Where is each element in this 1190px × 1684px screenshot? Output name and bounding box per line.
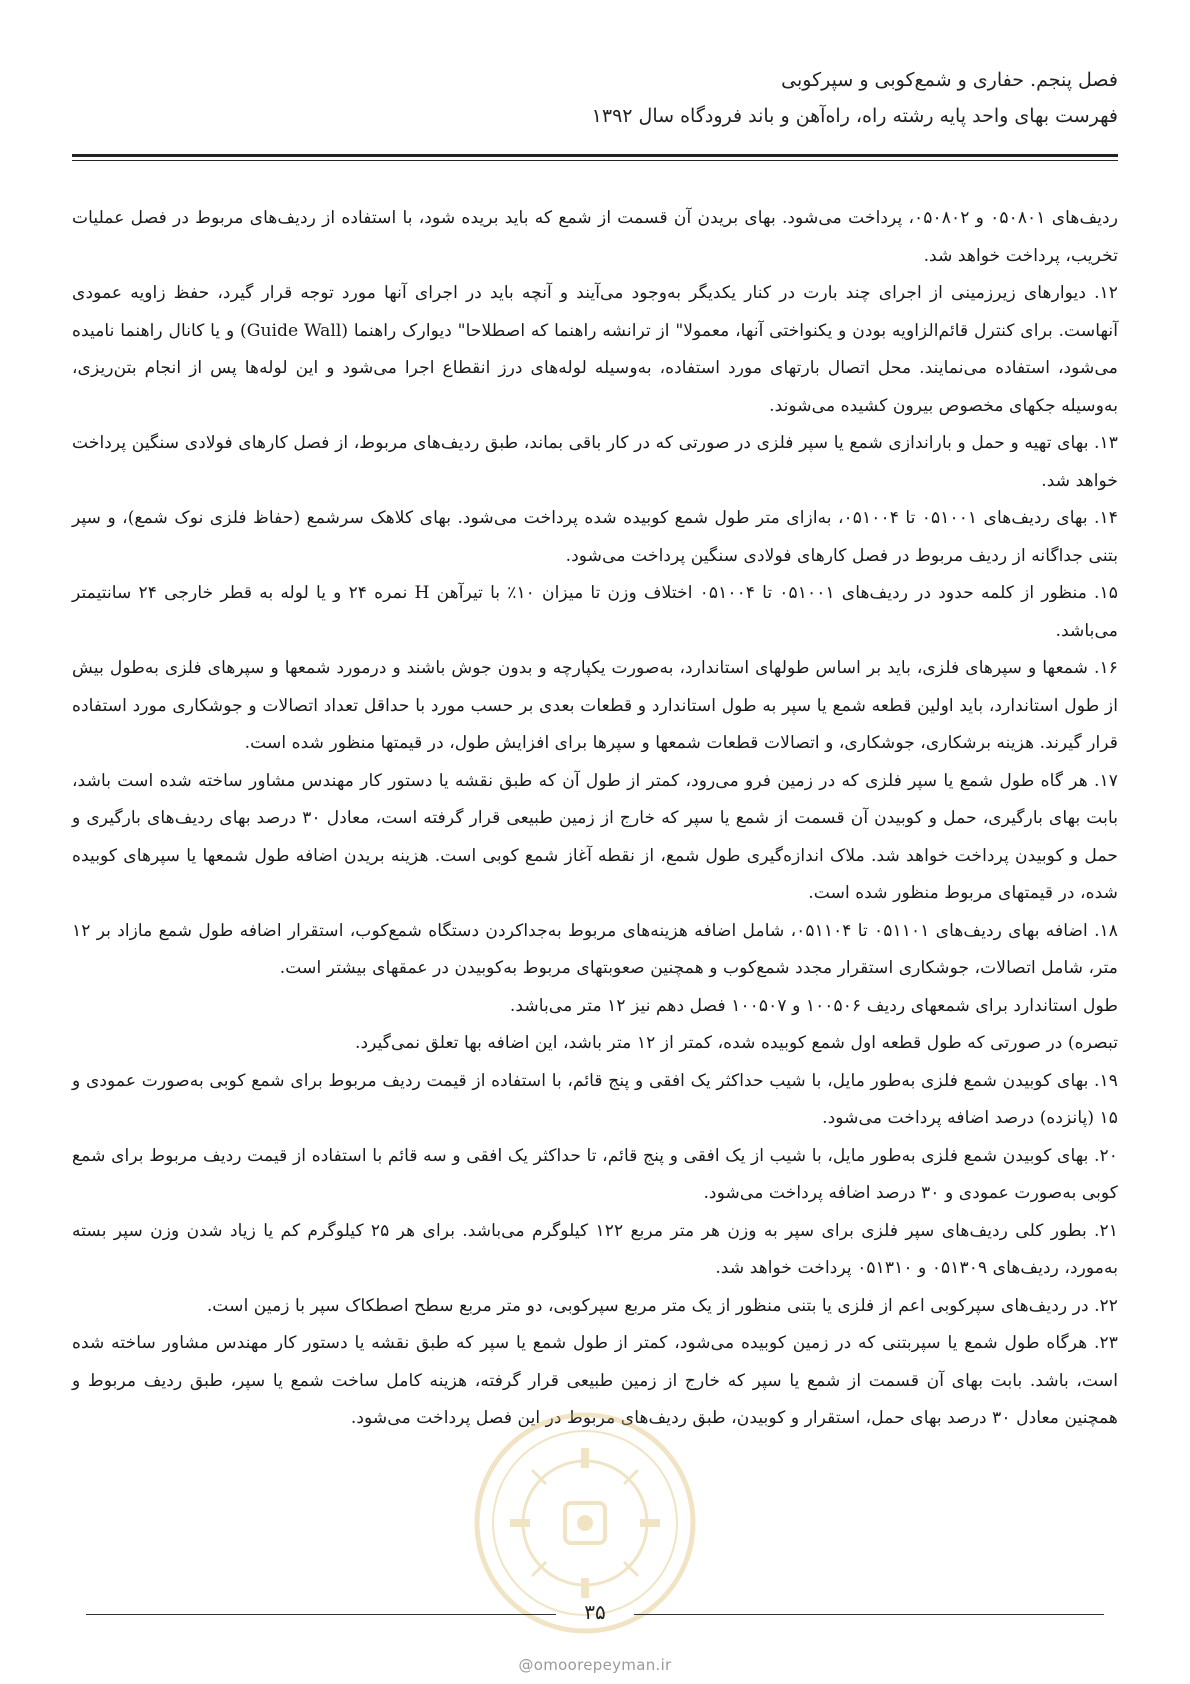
paragraph-21: ۲۱. بطور کلی ردیف‌های سپر فلزی برای سپر به وزن هر متر مربع ۱۲۲ کیلوگرم می‌باشد. برای هر ۲۵ کیلوگرم کم یا زیاد شدن وزن سپر بسته به‌مورد، ردیف‌های ۰۵۱۳۰۹ و ۰۵۱۳۱۰ پرداخت خواهد شد. <box>72 1220 1118 1278</box>
header-rule-thin <box>72 160 1118 161</box>
website-watermark: @omoorepeyman.ir <box>518 1656 672 1674</box>
paragraph-16: ۱۶. شمعها و سپرهای فلزی، باید بر اساس طولهای استاندارد، به‌صورت یکپارچه و بدون جوش باشند و درمورد شمعها و سپرهای فلزی به‌طول بیش از طول استاندارد، باید اولین قطعه شمع یا سپر به طول استاندارد و قطعات بعدی بر حسب مورد با حداقل تعداد اتصالات و جوشکاری مورد استفاده قرار گیرند. هزینه برشکاری، جوشکاری، و اتصالات قطعات شمعها و سپرها برای افزایش طول، در قیمتها منظور شده است. <box>72 658 1118 753</box>
header-rule-thick <box>72 154 1118 157</box>
paragraph-18: ۱۸. اضافه بهای ردیف‌های ۰۵۱۱۰۱ تا ۰۵۱۱۰۴، شامل اضافه هزینه‌های مربوط به‌جداکردن دستگاه شمع‌کوب، استقرار اضافه طول شمع مازاد بر ۱۲ متر، شامل اتصالات، جوشکاری استقرار مجدد شمع‌کوب و همچنین صعوبتهای مربوط به‌کوبیدن در عمقهای بیشتر است. <box>72 920 1118 978</box>
chapter-title: فصل پنجم. حفاری و شمع‌کوبی و سپرکوبی <box>781 69 1118 91</box>
paragraph-19: ۱۹. بهای کوبیدن شمع فلزی به‌طور مایل، با شیب حداکثر یک افقی و پنج قائم، با استفاده از قیمت ردیف مربوط برای شمع کوبی به‌صورت عمودی و ۱۵ (پانزده) درصد اضافه پرداخت می‌شود. <box>72 1070 1118 1128</box>
paragraph-15: ۱۵. منظور از کلمه حدود در ردیف‌های ۰۵۱۰۰۱ تا ۰۵۱۰۰۴ اختلاف وزن تا میزان ۱۰٪ با تیرآهن H نمره ۲۴ و یا لوله به قطر خارجی ۲۴ سانتیمتر می‌باشد. <box>72 583 1118 641</box>
paragraph-18-note: تبصره) در صورتی که طول قطعه اول شمع کوبیده شده، کمتر از ۱۲ متر باشد، این اضافه بها تعلق نمی‌گیرد. <box>354 1033 1118 1053</box>
paragraph-continuation: ردیف‌های ۰۵۰۸۰۱ و ۰۵۰۸۰۲، پرداخت می‌شود. بهای بریدن آن قسمت از شمع که باید بریده شود، با استفاده از ردیف‌های مربوط در فصل عملیات تخریب، پرداخت خواهد شد. <box>72 208 1118 266</box>
page-header <box>72 62 1118 134</box>
paragraph-14: ۱۴. بهای ردیف‌های ۰۵۱۰۰۱ تا ۰۵۱۰۰۴، به‌ازای متر طول شمع کوبیده شده پرداخت می‌شود. بهای کلاهک سرشمع (حفاظ فلزی نوک شمع)، و سپر بتنی جداگانه از ردیف مربوط در فصل کارهای فولادی سنگین پرداخت می‌شود. <box>72 508 1118 566</box>
document-subtitle: فهرست بهای واحد پایه رشته راه، راه‌آهن و باند فرودگاه سال ۱۳۹۲ <box>591 105 1118 127</box>
footer-rule-left <box>86 1614 556 1615</box>
paragraph-12: ۱۲. دیوارهای زیرزمینی از اجرای چند بارت در کنار یکدیگر به‌وجود می‌آیند و آنچه باید در اجرای آنها مورد توجه قرار گیرد، حفظ زاویه عمودی آنهاست. برای کنترل قائم‌الزاویه بودن و یکنواختی آنها، معمولا" از ترانشه راهنما که اصطلاحا" دیوارک راهنما (Guide Wall) و یا کانال راهنما نامیده می‌شود، استفاده می‌نمایند. محل اتصال بارتهای مورد استفاده، به‌وسیله لوله‌های درز انقطاع اجرا می‌شود و این لوله‌ها پس از انجام بتن‌ریزی، به‌وسیله جکهای مخصوص بیرون کشیده می‌شوند. <box>72 283 1118 416</box>
paragraph-17: ۱۷. هر گاه طول شمع یا سپر فلزی که در زمین فرو می‌رود، کمتر از طول آن که طبق نقشه یا دستور کار مهندس مشاور ساخته شده است باشد، بابت بهای بارگیری، حمل و کوبیدن آن قسمت از شمع یا سپر که خارج از زمین طبیعی قرار گرفته است، معادل ۳۰ درصد بهای ردیف‌های بارگیری و حمل و کوبیدن پرداخت خواهد شد. ملاک اندازه‌گیری طول شمع، از نقطه آغاز شمع کوبی است. هزینه بریدن اضافه طول شمعها یا سپرهای کوبیده شده، در قیمتهای مربوط منظور شده است. <box>72 770 1118 903</box>
page-number: ۳۵ <box>584 1600 606 1624</box>
paragraph-22: ۲۲. در ردیف‌های سپرکوبی اعم از فلزی یا بتنی منظور از یک متر مربع سپرکوبی، دو متر مربع سطح اصطکاک سپر با زمین است. <box>206 1295 1118 1316</box>
paragraph-13: ۱۳. بهای تهیه و حمل و باراندازی شمع یا سپر فلزی در صورتی که در کار باقی بماند، طبق ردیف‌های مربوط، از فصل کارهای فولادی سنگین پرداخت خواهد شد. <box>72 433 1118 491</box>
paragraph-18-standard-length: طول استاندارد برای شمعهای ردیف ۱۰۰۵۰۶ و ۱۰۰۵۰۷ فصل دهم نیز ۱۲ متر می‌باشد. <box>509 995 1118 1016</box>
body-text <box>72 200 1118 1438</box>
footer-rule-right <box>634 1614 1104 1615</box>
paragraph-20: ۲۰. بهای کوبیدن شمع فلزی به‌طور مایل، با شیب از یک افقی و پنج قائم، تا حداکثر یک افقی و سه قائم با استفاده از قیمت ردیف مربوط برای شمع کوبی به‌صورت عمودی و ۳۰ درصد اضافه پرداخت می‌شود. <box>72 1145 1118 1203</box>
paragraph-23: ۲۳. هرگاه طول شمع یا سپربتنی که در زمین کوبیده می‌شود، کمتر از طول شمع یا سپر که طبق نقشه یا دستور کار مهندس مشاور ساخته شده است، باشد. بابت بهای آن قسمت از شمع یا سپر که خارج از زمین طبیعی قرار گرفته، هزینه کامل ساخت شمع یا سپر، طبق ردیف مربوط و همچنین معادل ۳۰ درصد بهای حمل، استقرار و کوبیدن، طبق ردیف‌های مربوط در این فصل پرداخت می‌شود. <box>72 1333 1118 1428</box>
